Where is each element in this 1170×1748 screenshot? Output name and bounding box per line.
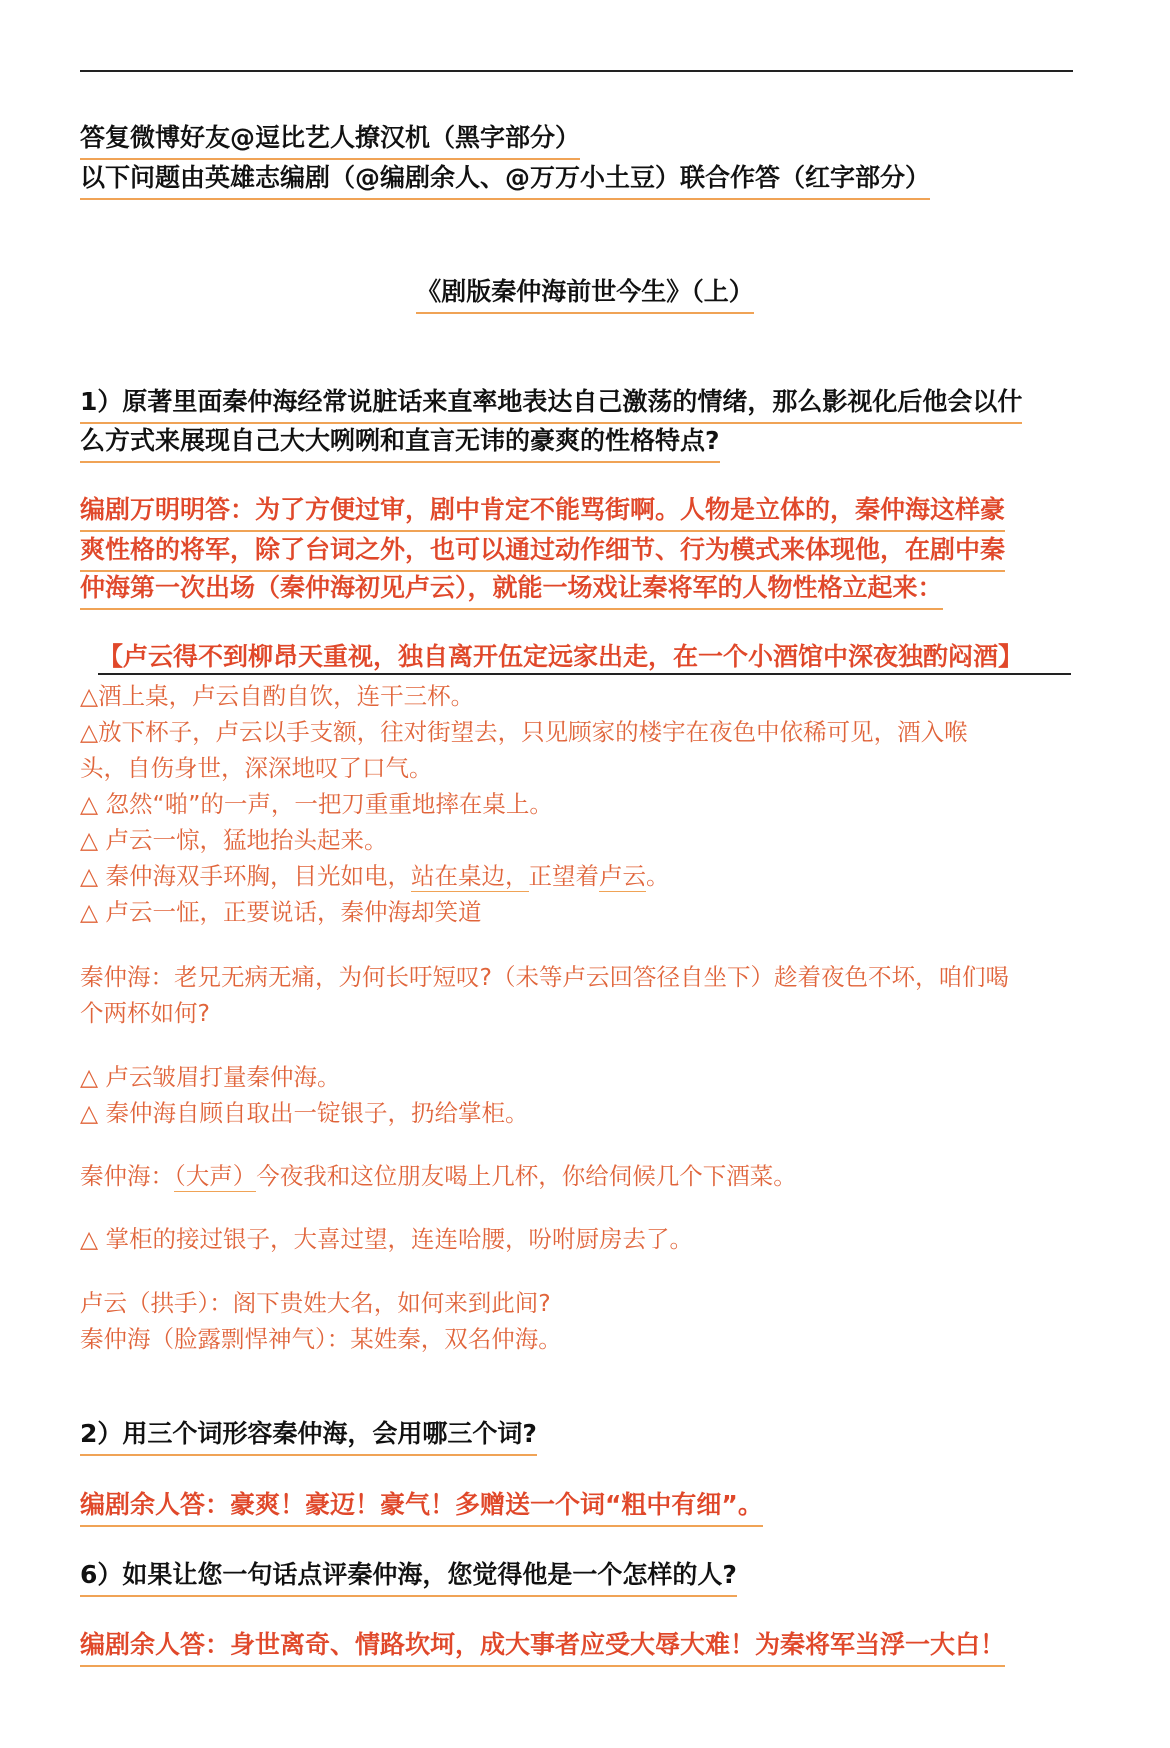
question-6: 6）如果让您一句话点评秦仲海，您觉得他是一个怎样的人? [80,1555,737,1597]
dialogue-2: 秦仲海：（大声）今夜我和这位朋友喝上几杯，你给伺候几个下酒菜。 [80,1162,797,1190]
question-1-line-1: 1）原著里面秦仲海经常说脏话来直率地表达自己激荡的情绪，那么影视化后他会以什 [80,382,1022,424]
dialogue-4: 秦仲海（脸露剽悍神气）：某姓秦，双名仲海。 [80,1325,562,1353]
dialogue-1-line-1: 秦仲海：老兄无病无痛，为何长吁短叹?（未等卢云回答径自坐下）趁着夜色不坏，咱们喝 [80,963,1009,991]
top-divider [80,70,1073,72]
answer-1-line-3: 仲海第一次出场（秦仲海初见卢云），就能一场戏让秦将军的人物性格立起来： [80,568,943,610]
script-line-1: △酒上桌，卢云自酌自饮，连干三杯。 [80,682,475,710]
scene-heading-rule [98,673,1071,675]
header-line-2: 以下问题由英雄志编剧（@编剧余人、@万万小土豆）联合作答（红字部分） [80,158,930,200]
scene-heading: 【卢云得不到柳昂天重视，独自离开伍定远家出走，在一个小酒馆中深夜独酌闷酒】 [98,642,1024,671]
script-line-9: △ 秦仲海自顾自取出一锭银子，扔给掌柜。 [80,1099,529,1127]
script-line-4: △ 忽然“啪”的一声，一把刀重重地摔在桌上。 [80,790,553,818]
header-line-1: 答复微博好友@逗比艺人撩汉机（黑字部分） [80,118,580,160]
answer-6: 编剧余人答：身世离奇、情路坎坷，成大事者应受大辱大难！为秦将军当浮一大白！ [80,1625,1005,1667]
answer-1-line-1: 编剧万明明答：为了方便过审，剧中肯定不能骂街啊。人物是立体的，秦仲海这样豪 [80,490,1005,532]
script-line-10: △ 掌柜的接过银子，大喜过望，连连哈腰，吩咐厨房去了。 [80,1225,694,1253]
dialogue-1-line-2: 个两杯如何? [80,999,210,1027]
answer-2: 编剧余人答：豪爽！豪迈！豪气！多赠送一个词“粗中有细”。 [80,1485,763,1527]
script-line-7: △ 卢云一怔，正要说话，秦仲海却笑道 [80,898,482,926]
question-2: 2）用三个词形容秦仲海，会用哪三个词? [80,1414,537,1456]
answer-1-line-2: 爽性格的将军，除了台词之外，也可以通过动作细节、行为模式来体现他，在剧中秦 [80,530,1005,572]
question-1-line-2: 么方式来展现自己大大咧咧和直言无讳的豪爽的性格特点? [80,421,720,463]
script-line-3: 头，自伤身世，深深地叹了口气。 [80,754,433,782]
script-line-6: △ 秦仲海双手环胸，目光如电，站在桌边，正望着卢云。 [80,862,670,890]
dialogue-3: 卢云（拱手）：阁下贵姓大名，如何来到此间? [80,1289,551,1317]
script-line-5: △ 卢云一惊，猛地抬头起来。 [80,826,388,854]
document-title: 《剧版秦仲海前世今生》（上） [0,272,1170,314]
script-line-2: △放下杯子，卢云以手支额，往对街望去，只见顾家的楼宇在夜色中依稀可见，酒入喉 [80,718,968,746]
script-line-8: △ 卢云皱眉打量秦仲海。 [80,1063,341,1091]
